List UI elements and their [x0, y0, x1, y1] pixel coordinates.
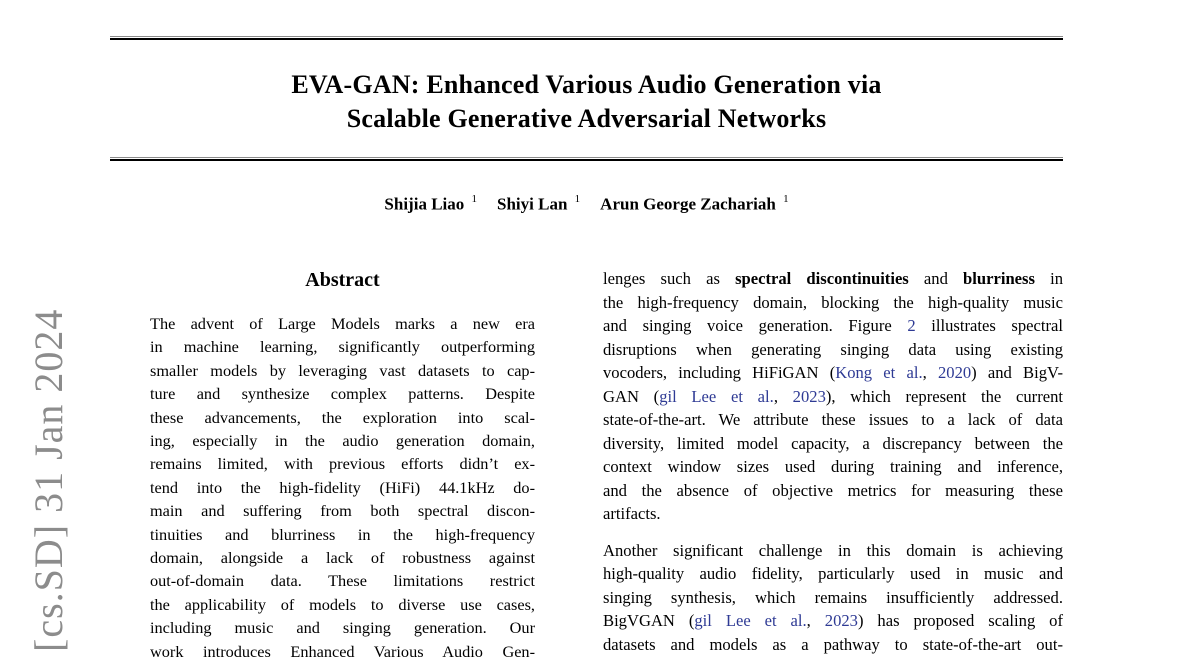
text-line: [150, 382, 535, 405]
author-name: Arun George Zachariah $^1$: [600, 193, 789, 214]
citation-link[interactable]: gil Lee et al.: [659, 386, 774, 406]
author-name: Shijia Liao $^1$: [384, 193, 478, 214]
text-run: and the absence of objective metrics for measuring these: [603, 480, 1063, 500]
abstract-heading: Abstract: [305, 269, 380, 291]
text-line: [603, 408, 1063, 432]
text-line: [603, 455, 1063, 479]
text-run: these advancements, the exploration into scal-: [150, 407, 535, 427]
text-run: ing, especially in the audio generation domain,: [150, 431, 535, 451]
text-run: ), which represent the current: [825, 386, 1063, 406]
text-line: [603, 539, 1063, 563]
author-name: Shiyi Lan $^1$: [497, 193, 581, 214]
text-line: [603, 586, 1063, 610]
text-run: ,: [806, 611, 825, 630]
text-run: ) has proposed scaling of: [857, 611, 1063, 630]
text-run: in: [1034, 269, 1064, 288]
authors-line: [110, 194, 1063, 215]
text-line: [150, 640, 535, 663]
text-line: [150, 429, 535, 452]
author-affiliation-marker: 1: [574, 193, 581, 205]
text-run: remains limited, with previous efforts didn’t ex-: [150, 454, 535, 474]
paragraph: [603, 267, 1063, 526]
text-run: ) and BigV-: [971, 363, 1063, 382]
text-run: ,: [773, 386, 793, 406]
text-run: and: [908, 269, 964, 288]
text-line: [150, 359, 535, 382]
author-affiliation-marker: 1: [783, 193, 789, 205]
text-run: out-of-domain data. These limitations restrict: [150, 571, 535, 591]
text-run: domain, alongside a lack of robustness against: [150, 548, 535, 568]
paper-title-line1: EVA-GAN: Enhanced Various Audio Generation via: [291, 70, 882, 99]
citation-link[interactable]: 2020: [937, 363, 972, 382]
text-run: GAN (: [603, 386, 660, 406]
text-run: vocoders, including HiFiGAN (: [603, 363, 836, 382]
abstract-body: [150, 312, 535, 663]
text-run: the high-frequency domain, blocking the high-quality music: [603, 292, 1063, 312]
text-run: singing synthesis, which remains insufficiently addressed.: [603, 587, 1063, 607]
text-line: [150, 499, 535, 522]
text-run: smaller models by leveraging vast datasets to cap-: [150, 360, 535, 380]
paragraph: [603, 539, 1063, 657]
author-affiliation-marker: 1: [471, 193, 478, 205]
text-run: ture and synthesize complex patterns. Despite: [150, 384, 535, 404]
text-line: [150, 476, 535, 499]
text-line: [150, 312, 535, 335]
text-line: [150, 546, 535, 569]
text-line: [150, 593, 535, 616]
text-run: BigVGAN (: [603, 611, 695, 630]
text-line: [603, 291, 1063, 315]
citation-link[interactable]: Kong et al.: [835, 363, 923, 382]
text-run: including music and singing generation. Our: [150, 618, 535, 638]
text-run: The advent of Large Models marks a new era: [150, 314, 535, 333]
citation-link[interactable]: 2023: [824, 611, 858, 630]
paper-title-line2: Scalable Generative Adversarial Networks: [346, 104, 827, 133]
paper-title: [110, 68, 1063, 136]
text-run: lenges such as: [603, 269, 736, 288]
text-line: [603, 479, 1063, 503]
text-line: [603, 502, 1063, 526]
text-line: [603, 562, 1063, 586]
text-line: [603, 314, 1063, 338]
bold-text: spectral discontinuities: [735, 269, 909, 288]
text-line: [150, 523, 535, 546]
citation-link[interactable]: 2023: [792, 386, 826, 406]
text-line: [603, 338, 1063, 362]
text-run: artifacts.: [603, 504, 661, 523]
text-line: [150, 616, 535, 639]
text-line: [603, 385, 1063, 409]
text-run: and singing voice generation. Figure: [603, 316, 908, 335]
text-run: the applicability of models to diverse use cases,: [150, 594, 535, 614]
paragraph: [150, 312, 535, 663]
title-rule-bottom: [110, 157, 1063, 161]
text-run: datasets and models as a pathway to state-of-the-art out-: [603, 634, 1063, 654]
text-line: [603, 432, 1063, 456]
bold-text: blurriness: [963, 269, 1035, 288]
text-run: main and suffering from both spectral discon-: [150, 501, 535, 521]
text-line: [603, 267, 1063, 291]
text-line: [603, 361, 1063, 385]
text-line: [603, 633, 1063, 657]
text-line: [150, 569, 535, 592]
text-run: diversity, limited model capacity, a discrepancy between the: [603, 433, 1063, 453]
text-run: work introduces Enhanced Various Audio Gen-: [150, 641, 535, 661]
text-run: ,: [922, 363, 938, 382]
right-column: [603, 267, 1063, 656]
text-run: high-quality audio fidelity, particularly used in music and: [603, 564, 1063, 583]
text-line: [150, 335, 535, 358]
text-run: illustrates spectral: [915, 316, 1063, 335]
text-line: [603, 609, 1063, 633]
text-run: in machine learning, significantly outperforming: [150, 337, 535, 357]
title-rule-top: [110, 36, 1063, 40]
text-line: [150, 452, 535, 475]
arxiv-watermark: [cs.SD] 31 Jan 2024: [26, 308, 71, 652]
figure-ref-link[interactable]: 2: [907, 316, 916, 335]
text-run: tend into the high-fidelity (HiFi) 44.1kHz do-: [150, 477, 535, 497]
text-run: state-of-the-art. We attribute these issues to a lack of data: [603, 410, 1063, 429]
text-run: context window sizes used during training and inference,: [603, 457, 1063, 476]
citation-link[interactable]: gil Lee et al.: [694, 611, 807, 630]
left-column: [150, 268, 535, 663]
text-run: disruptions when generating singing data using existing: [603, 339, 1063, 359]
text-line: [150, 406, 535, 429]
text-run: tinuities and blurriness in the high-frequency: [150, 524, 535, 544]
text-run: Another significant challenge in this domain is achieving: [603, 540, 1063, 560]
